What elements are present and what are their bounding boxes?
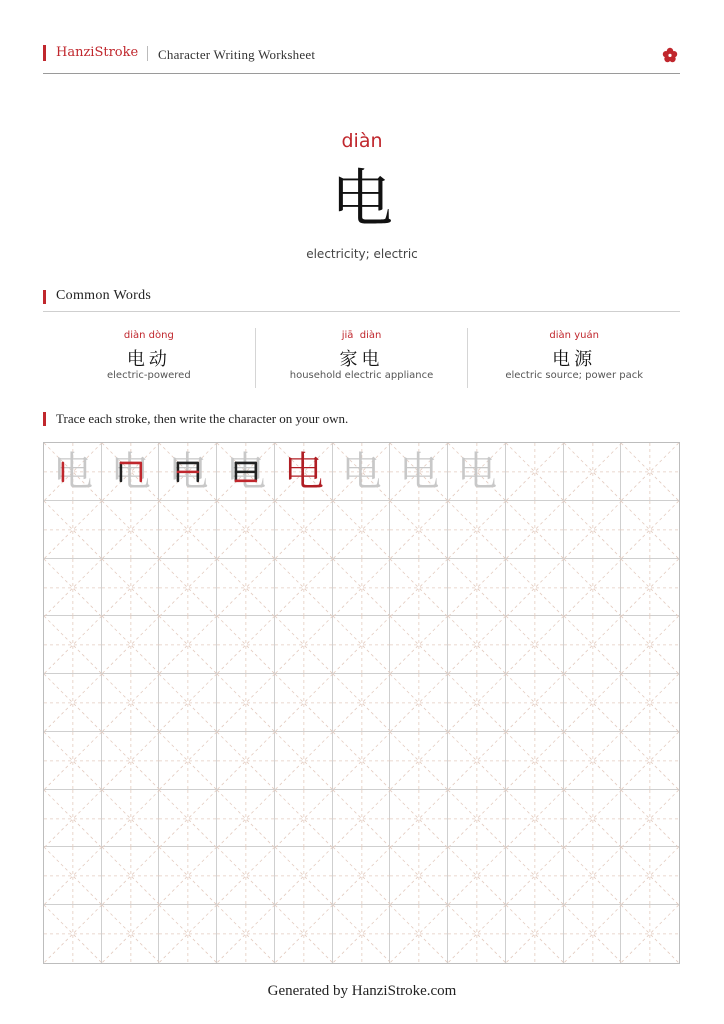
practice-cell (275, 674, 333, 732)
practice-cell (390, 443, 448, 501)
cell-guide-lines (102, 616, 160, 674)
practice-cell (448, 732, 506, 790)
cell-guide-lines (275, 616, 333, 674)
practice-cell (159, 674, 217, 732)
practice-cell (506, 559, 564, 617)
practice-cell (217, 847, 275, 905)
character-hanzi: 电 (330, 162, 393, 235)
cell-guide-lines (621, 616, 679, 674)
word-hanzi: 电源 (552, 349, 597, 370)
cell-guide-lines (621, 559, 679, 617)
word-meaning: electric source; power pack (505, 370, 644, 381)
cell-guide-lines (390, 732, 448, 790)
practice-cell (333, 847, 391, 905)
practice-cell (44, 559, 102, 617)
ghost-character: 电 (110, 449, 151, 495)
practice-cell (448, 443, 506, 501)
word-pinyin: jiā diàn (341, 330, 382, 341)
practice-cell (217, 790, 275, 848)
cell-guide-lines (275, 501, 333, 559)
cell-guide-lines (159, 674, 217, 732)
practice-cell (159, 847, 217, 905)
cell-guide-lines (217, 559, 275, 617)
cell-guide-lines (159, 847, 217, 905)
practice-cell (275, 443, 333, 501)
cell-guide-lines (333, 905, 391, 963)
practice-cell (448, 847, 506, 905)
practice-cell (506, 616, 564, 674)
practice-cell (275, 732, 333, 790)
practice-cell (333, 501, 391, 559)
cell-guide-lines (333, 674, 391, 732)
cell-guide-lines (564, 790, 622, 848)
practice-cell (621, 732, 679, 790)
cell-guide-lines (217, 905, 275, 963)
practice-cell (333, 443, 391, 501)
cell-guide-lines (448, 905, 506, 963)
practice-cell (159, 616, 217, 674)
practice-cell (621, 674, 679, 732)
practice-cell (44, 790, 102, 848)
cell-guide-lines (44, 732, 102, 790)
cell-guide-lines (102, 732, 160, 790)
practice-cell (506, 674, 564, 732)
practice-cell (333, 674, 391, 732)
cell-guide-lines (390, 790, 448, 848)
practice-cell (217, 905, 275, 963)
cell-guide-lines (621, 501, 679, 559)
cell-guide-lines (159, 905, 217, 963)
practice-cell (275, 905, 333, 963)
cell-guide-lines (333, 501, 391, 559)
practice-cell (564, 616, 622, 674)
practice-cell (448, 616, 506, 674)
cell-guide-lines (621, 674, 679, 732)
practice-cell (333, 616, 391, 674)
practice-cell (102, 443, 160, 501)
word-meaning: household electric appliance (289, 370, 434, 381)
cell-guide-lines (448, 732, 506, 790)
cell-guide-lines (275, 674, 333, 732)
practice-cell (159, 905, 217, 963)
footer-credit: Generated by HanziStroke.com (267, 983, 457, 999)
practice-cell (564, 847, 622, 905)
worksheet-header (43, 44, 680, 74)
cell-guide-lines (44, 905, 102, 963)
practice-cell (217, 501, 275, 559)
practice-cell (564, 790, 622, 848)
practice-cell (217, 732, 275, 790)
cell-guide-lines (275, 559, 333, 617)
cell-guide-lines (159, 616, 217, 674)
cell-guide-lines (448, 559, 506, 617)
practice-cell (102, 732, 160, 790)
character-pinyin: diàn (341, 130, 383, 152)
cell-guide-lines (390, 674, 448, 732)
practice-cell (44, 443, 102, 501)
cell-guide-lines (448, 674, 506, 732)
practice-cell (217, 559, 275, 617)
cell-guide-lines (564, 674, 622, 732)
stroke-order-diagram (217, 443, 275, 501)
trace-character: 电 (341, 449, 382, 495)
practice-cell (621, 559, 679, 617)
practice-cell (621, 905, 679, 963)
practice-cell (448, 905, 506, 963)
practice-cell (564, 501, 622, 559)
cell-guide-lines (564, 847, 622, 905)
stroke-order-diagram (102, 443, 160, 501)
cell-guide-lines (333, 559, 391, 617)
header-subtitle: Character Writing Worksheet (158, 47, 316, 62)
practice-cell (390, 847, 448, 905)
cell-guide-lines (390, 501, 448, 559)
practice-cell (159, 443, 217, 501)
practice-cell (506, 732, 564, 790)
brand-accent-bar (43, 45, 46, 61)
practice-cell (217, 674, 275, 732)
word-item (43, 328, 255, 388)
practice-cell (448, 501, 506, 559)
practice-cell (448, 559, 506, 617)
cell-guide-lines (102, 790, 160, 848)
cell-guide-lines (506, 443, 564, 501)
practice-cell (217, 616, 275, 674)
practice-cell (621, 443, 679, 501)
cell-guide-lines (333, 847, 391, 905)
cell-guide-lines (448, 616, 506, 674)
word-pinyin: diàn yuán (549, 330, 599, 341)
practice-cell (621, 790, 679, 848)
practice-cell (621, 501, 679, 559)
cell-guide-lines (564, 732, 622, 790)
cell-guide-lines (159, 732, 217, 790)
practice-cell (621, 616, 679, 674)
cell-guide-lines (621, 847, 679, 905)
practice-cell (333, 905, 391, 963)
cell-guide-lines (275, 732, 333, 790)
cell-guide-lines (621, 905, 679, 963)
practice-cell (275, 616, 333, 674)
word-hanzi: 家电 (339, 349, 384, 370)
practice-cell (44, 905, 102, 963)
complete-stroke-character: 电 (283, 449, 324, 495)
cell-guide-lines (448, 790, 506, 848)
cell-guide-lines (159, 559, 217, 617)
practice-cell (275, 559, 333, 617)
cell-guide-lines (506, 790, 564, 848)
cell-guide-lines (506, 616, 564, 674)
cell-guide-lines (506, 501, 564, 559)
cell-guide-lines (506, 732, 564, 790)
cell-guide-lines (506, 559, 564, 617)
ghost-character: 电 (226, 449, 267, 495)
practice-cell (102, 559, 160, 617)
practice-cell (275, 501, 333, 559)
stroke-path (121, 463, 141, 481)
cell-guide-lines (44, 790, 102, 848)
practice-cell (333, 790, 391, 848)
brand-name: HanziStroke (56, 45, 139, 60)
word-meaning: electric-powered (106, 370, 191, 381)
practice-cell (448, 674, 506, 732)
cell-guide-lines (275, 905, 333, 963)
cell-guide-lines (217, 732, 275, 790)
cell-guide-lines (102, 501, 160, 559)
cell-guide-lines (217, 501, 275, 559)
practice-cell (44, 501, 102, 559)
cell-guide-lines (564, 905, 622, 963)
cell-guide-lines (564, 501, 622, 559)
practice-cell (102, 501, 160, 559)
trace-character: 电 (399, 449, 440, 495)
common-words-title: Common Words (56, 288, 152, 303)
cell-guide-lines (102, 559, 160, 617)
cell-guide-lines (159, 790, 217, 848)
practice-cell (390, 674, 448, 732)
cell-guide-lines (44, 501, 102, 559)
practice-cell (44, 674, 102, 732)
practice-cell (506, 501, 564, 559)
practice-cell (44, 616, 102, 674)
cell-guide-lines (275, 847, 333, 905)
cell-guide-lines (448, 847, 506, 905)
word-hanzi: 电动 (126, 349, 171, 370)
cell-guide-lines (217, 616, 275, 674)
stroke-order-diagram (159, 443, 217, 501)
practice-cell (390, 790, 448, 848)
practice-grid (43, 442, 680, 964)
practice-cell (275, 790, 333, 848)
cell-guide-lines (564, 616, 622, 674)
practice-instruction: Trace each stroke, then write the character on your own. (56, 411, 349, 426)
cell-guide-lines (448, 501, 506, 559)
cell-guide-lines (506, 905, 564, 963)
practice-cell (159, 559, 217, 617)
practice-cell (159, 501, 217, 559)
cell-guide-lines (159, 501, 217, 559)
cell-guide-lines (390, 905, 448, 963)
word-item (467, 328, 680, 388)
cell-guide-lines (333, 616, 391, 674)
practice-cell (621, 847, 679, 905)
practice-cell (506, 847, 564, 905)
cell-guide-lines (506, 674, 564, 732)
practice-cell (44, 732, 102, 790)
practice-cell (102, 790, 160, 848)
cell-guide-lines (390, 559, 448, 617)
section-accent-bar (43, 412, 46, 426)
cell-guide-lines (275, 790, 333, 848)
cell-guide-lines (621, 790, 679, 848)
word-pinyin: diàn dòng (123, 330, 174, 341)
practice-cell (275, 847, 333, 905)
trace-character: 电 (457, 449, 498, 495)
cell-guide-lines (217, 847, 275, 905)
practice-cell (506, 905, 564, 963)
practice-cell (102, 847, 160, 905)
practice-cell (390, 616, 448, 674)
cell-guide-lines (564, 443, 622, 501)
practice-cell (333, 559, 391, 617)
cell-guide-lines (333, 732, 391, 790)
practice-cell (102, 616, 160, 674)
practice-cell (448, 790, 506, 848)
practice-cell (102, 674, 160, 732)
practice-cell (506, 443, 564, 501)
practice-cell (159, 732, 217, 790)
cell-guide-lines (102, 905, 160, 963)
section-accent-bar (43, 290, 46, 304)
cell-guide-lines (506, 847, 564, 905)
cell-guide-lines (621, 443, 679, 501)
cell-guide-lines (44, 616, 102, 674)
practice-cell (217, 443, 275, 501)
practice-cell (159, 790, 217, 848)
plum-blossom-icon (662, 47, 678, 63)
practice-cell (390, 559, 448, 617)
cell-guide-lines (44, 674, 102, 732)
character-meaning: electricity; electric (306, 247, 418, 261)
practice-cell (102, 905, 160, 963)
practice-cell (506, 790, 564, 848)
practice-cell (44, 847, 102, 905)
practice-cell (564, 905, 622, 963)
practice-cell (564, 674, 622, 732)
cell-guide-lines (217, 790, 275, 848)
practice-cell (564, 732, 622, 790)
cell-guide-lines (102, 847, 160, 905)
practice-cell (390, 501, 448, 559)
cell-guide-lines (217, 674, 275, 732)
section-divider (43, 311, 680, 312)
cell-guide-lines (333, 790, 391, 848)
cell-guide-lines (564, 559, 622, 617)
practice-cell (390, 905, 448, 963)
practice-cell (390, 732, 448, 790)
practice-cell (564, 559, 622, 617)
common-words-list (43, 328, 680, 388)
cell-guide-lines (44, 559, 102, 617)
stroke-order-diagram (44, 443, 102, 501)
ghost-character: 电 (53, 449, 93, 495)
practice-cell (564, 443, 622, 501)
cell-guide-lines (390, 616, 448, 674)
cell-guide-lines (621, 732, 679, 790)
cell-guide-lines (390, 847, 448, 905)
word-item (255, 328, 468, 388)
practice-cell (333, 732, 391, 790)
cell-guide-lines (102, 674, 160, 732)
header-divider (147, 46, 148, 61)
ghost-character: 电 (168, 449, 209, 495)
cell-guide-lines (44, 847, 102, 905)
